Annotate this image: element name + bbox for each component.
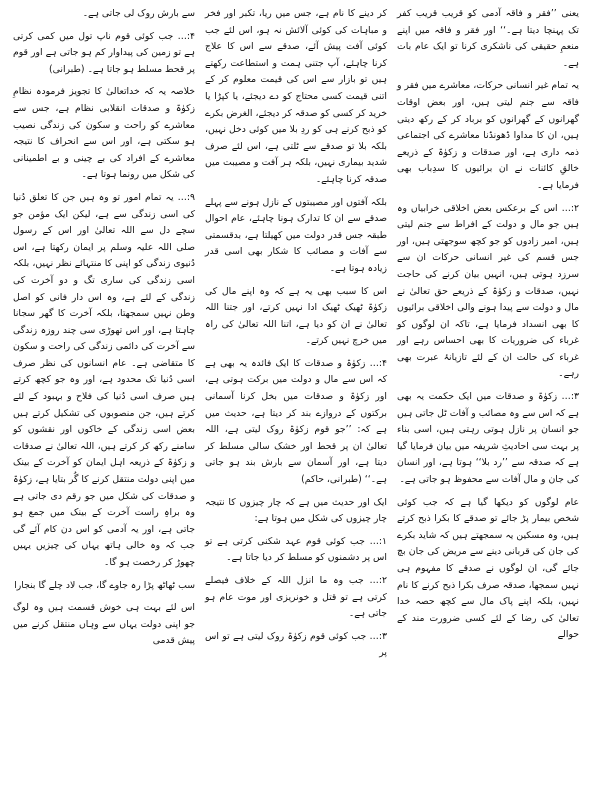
column-right [392, 6, 584, 794]
paragraph: ۲:… جب وہ ما انزل اللہ کے خلاف فیصلے کرتی ہے تو قتل و خونریزی اور موت عام ہو جاتی ہے۔ [205, 575, 387, 620]
paragraph: یعنی ’’فقر و فاقہ آدمی کو قریب قریب کفر تک پہنچا دیتا ہے۔‘‘ اور فقر و فاقہ میں اپنے منعمِ حقیقی کی ناشکری کرنا تو ایک عام بات ہے۔ [397, 8, 579, 69]
paragraph: سے بارش روک لی جاتی ہے۔ [82, 8, 195, 19]
paragraph: عام لوگوں کو دیکھا گیا ہے کہ جب کوئی شخص بیمار پڑ جائے تو صدقے کا بکرا ذبح کرتے ہیں، وہ مسکین یہ سمجھتے ہیں کہ شاید بکرے کی جان کی قربانی دینے سے مریض کی جان بچ جائے گی، ان لوگوں نے صدقے کا مفہوم ہی نہیں سمجھا، صدقہ صرف بکرا ذبح کرنے کا نام نہیں، بلکہ اپنے پاک مال سے کچھ حصہ خدا تعالیٰ کی رضا کے لئے کسی ضرورت مند کے حوالے [397, 496, 579, 641]
paragraph: ۹:… یہ تمام امور تو وہ ہیں جن کا تعلق دُنیا کی اسی زندگی سے ہے، لیکن ایک مؤمن جو سچے دل سے اللہ تعالیٰ اور اس کے رسول صلی اللہ علیہ وسلم پر ایمان رکھتا ہے، اس دُنیوی زندگی کو اپنی کا منتہائے نظر نہیں، بلکہ اسی زندگی کی ساری تگ و دو آخرت کی زندگی کے لئے ہے، وہ اس دار فانی کو اصل وطن نہیں سمجھتا، بلکہ آخرت کا گھر سجانا چاہتا ہے، اور اس تھوڑی سی چند روزہ زندگی سے آخرت کی دائمی زندگی کی راحت و سکون کا متقاضی ہے۔ عام انسانوں کی نظر صرف اسی دُنیا تک محدود ہے، اور وہ جو کچھ کرتے ہیں صرف اسی دُنیا کی فلاح و بہبود کے لئے کرتے ہیں، جن منصوبوں کی تشکیل کرتے ہیں بعض اسی زندگی کے خاکوں اور نقشوں کو سامنے رکھ کر کرتے ہیں، اللہ تعالیٰ نے صدقات و زکوٰۃ کے ذریعہ اہل ایمان کو آخرت کے بینک میں اپنی دولت منتقل کرنے کا گُر بتایا ہے، زکوٰۃ و صدقات کی شکل میں جو رقم دی جاتی ہے وہ براہِ راست آخرت کے بینک میں جمع ہو جاتی ہے، اور یہ آدمی کو اس دن کام آئے گی جب کہ وہ خالی ہاتھ یہاں کی چیزیں یہیں چھوڑ کر رخصت ہو گا۔ [13, 191, 195, 568]
paragraph: اس کا سبب بھی یہ ہے کہ وہ اپنے مال کی زکوٰۃ ٹھیک ٹھیک ادا نہیں کرتے، اور جتنا اللہ تعالیٰ نے ان کو دیا ہے، اتنا اللہ تعالیٰ کی راہ میں خرچ نہیں کرتے۔ [205, 285, 387, 347]
column-left [8, 6, 200, 794]
paragraph: ۴:… زکوٰۃ و صدقات کا ایک فائدہ یہ بھی ہے کہ اس سے مال و دولت میں برکت ہوتی ہے، اور زکوٰۃ و صدقات میں بخل کرنا آسمانی برکتوں کے دروازے بند کر دیتا ہے، حدیث میں ہے کہ: ’’جو قوم زکوٰۃ روک لیتی ہے، اللہ تعالیٰ ان پر قحط اور خشک سالی مسلط کر دیتا ہے، اور آسمان سے بارش بند ہو جاتی ہے۔‘‘ (طبرانی، حاکم) [205, 357, 387, 486]
paragraph: بلکہ آفتوں اور مصیبتوں کے نازل ہونے سے پہلے صدقے سے ان کا تدارک ہونا چاہئے، عام احوال طبقہ جس قدر دولت میں کھیلتا ہے، بدقسمتی سے آفات و مصائب کا شکار بھی اسی قدر زیادہ ہوتا ہے۔ [205, 196, 387, 274]
paragraph: یہ تمام غیر انسانی حرکات، معاشرے میں فقر و فاقہ سے جنم لیتی ہیں، اور بعض اوقات گھرانوں کے گھرانوں کو برباد کر کے رکھ دیتی ہیں، ان کا مداوا ڈھونڈنا معاشرے کی اجتماعی ذمہ داری ہے، اور صدقات و زکوٰۃ کے ذریعے خالقِ کائنات نے ان برائیوں کا سدِباب بھی فرمایا ہے۔ [397, 80, 579, 191]
paragraph: ۳:… جب کوئی قوم زکوٰۃ روک لیتی ہے تو اس پر [205, 630, 387, 659]
text-columns [6, 6, 584, 794]
paragraph: ۲:… اس کے برعکس بعض اخلاقی خرابیاں وہ ہیں جو مال و دولت کے افراط سے جنم لیتی ہیں، امیر زادوں کو جو کچھ سوجھتی ہیں، اور جس قسم کی غیر انسانی حرکات ان سے سرزد ہوتی ہیں، انہیں بیان کرنے کی حاجت نہیں، صدقات و زکوٰۃ کے ذریعے حق تعالیٰ نے مال و دولت سے پیدا ہونے والی اخلاقی برائیوں کا بھی انسداد فرمایا ہے، تاکہ ان لوگوں کو غرباء کی ضروریات کا بھی احساس رہے اور غرباء کی حالت ان کے لئے تازیانۂ عبرت بھی رہے۔ [397, 202, 579, 380]
paragraph: ۳:… زکوٰۃ و صدقات میں ایک حکمت یہ بھی ہے کہ اس سے وہ مصائب و آفات ٹل جاتی ہیں جو انسان پر نازل ہوتی رہتی ہیں، اسی بناء پر بہت سی احادیثِ شریفہ میں بیان فرمایا گیا ہے کہ صدقہ سے ’’رد بلا‘‘ ہوتا ہے، اور انسان کی جان و مال آفات سے محفوظ ہو جاتی ہے۔ [397, 391, 579, 486]
paragraph: ۴:… جب کوئی قوم ناپ تول میں کمی کرتی ہے تو زمین کی پیداوار کم ہو جاتی ہے اور قوم پر قحط مسلط ہو جاتا ہے۔ (طبرانی) [13, 30, 195, 75]
paragraph: ایک اور حدیث میں ہے کہ چار چیزوں کا نتیجہ چار چیزوں کی شکل میں ہوتا ہے: [205, 496, 387, 525]
paragraph: ۱:… جب کوئی قوم عہد شکنی کرتی ہے تو اس پر دشمنوں کو مسلط کر دیا جاتا ہے۔ [205, 535, 387, 564]
verse: سب ٹھاٹھ پڑا رہ جاوے گا، جب لاد چلے گا بنجارا [14, 579, 195, 591]
column-middle [200, 6, 392, 794]
paragraph: اس لئے بہت ہی خوش قسمت ہیں وہ لوگ جو اپنی دولت یہاں سے وہاں منتقل کرنے میں پیش قدمی [13, 602, 195, 647]
paragraph: خلاصہ یہ کہ خداتعالیٰ کا تجویز فرمودہ نظامِ زکوٰۃ و صدقات انقلابی نظام ہے، جس سے معاشرے کو راحت و سکون کی زندگی نصیب ہو سکتی ہے، اور اس سے انحراف کا نتیجہ معاشرے کے افراد کی بے چینی و بے اطمینانی کی شکل میں رونما ہوتا ہے۔ [13, 86, 195, 181]
paragraph: کر دینے کا نام ہے، جس میں ریا، تکبر اور فخر و مباہات کی کوئی آلائش نہ ہو، اس لئے جب کوئی آفت پیش آئے، صدقے سے اس کا علاج کرنا چاہئے، آپ جتنی ہمت و استطاعت رکھتے ہیں تو بازار سے اس کی قیمت معلوم کر کے اتنی قیمت کسی محتاج کو دے دیجئے، یا کپڑا یا خرید کر کسی کو صدقہ کر دیجئے، الغرض بکرے کو ذبح کرنے ہی کو ردِ بلا میں کوئی دخل نہیں، بلکہ بلا تو صدقے سے ٹلتی ہے، اس لئے صرف شدید بیماری نہیں، بلکہ ہر آفت و مصیبت میں صدقہ کرنا چاہئے۔ [204, 8, 387, 185]
